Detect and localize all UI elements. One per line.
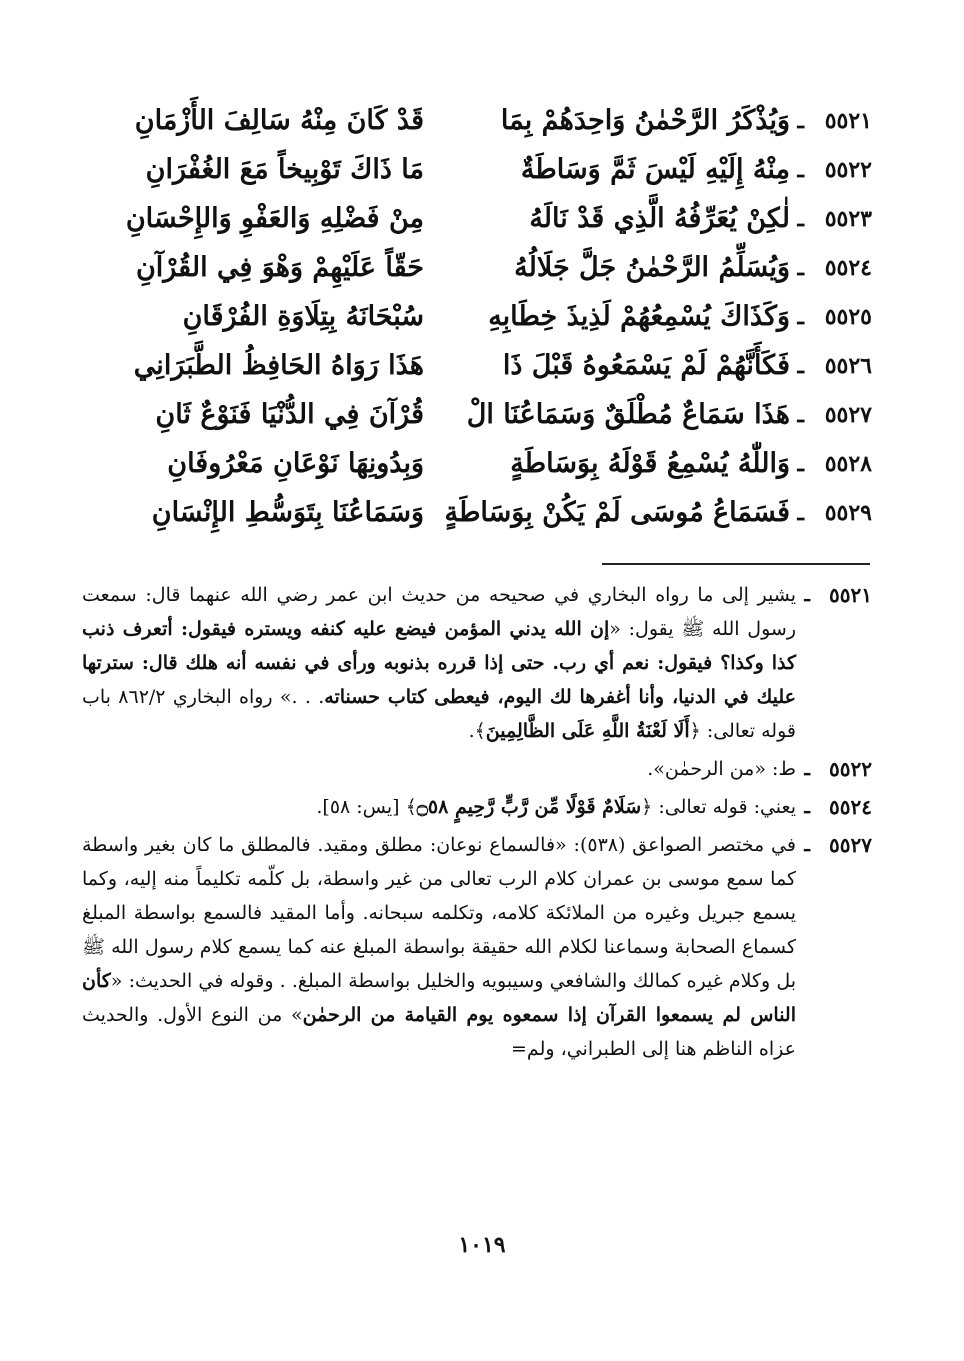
verse-row xyxy=(84,488,872,537)
verse-first-hemistich: فَكَأَنَّهُمْ لَمْ يَسْمَعُوهُ قَبْلَ ذَا xyxy=(502,350,790,381)
footnote-text-run: . . .» رواه البخاري ٨٦٢/٢ باب قوله تعالى: ﴿ xyxy=(82,686,796,742)
verse-dash: ـ xyxy=(797,156,804,183)
verse-number: ٥٥٢٢ xyxy=(824,156,872,183)
verse-number: ٥٥٢٣ xyxy=(824,205,872,232)
footnote-text-run: في مختصر الصواعق (٥٣٨): «فالسماع نوعان: مطلق ومقيد. فالمطلق ما كان بغير واسطة كما سمع موسى بن عمران كلام الرب تعالى من غير واسطة، بل كلّمه تكليماً منه إليه، وكما يسمع جبريل وغيره من الملائكة كلامه، وتكلمه سبحانه. وأما المقيد فالسمع بواسطة المبلغ كسماع الصحابة وسماعنا لكلام الله حقيقة بواسطة المبلغ عنه كما يسمع كلام رسول الله ﷺ بل وكلام غيره كمالك والشافعي وسيبويه والخليل بواسطة المبلغ. . وقوله في الحديث: « xyxy=(82,834,796,992)
verse-dash: ـ xyxy=(797,205,804,232)
verse-dash: ـ xyxy=(797,254,804,281)
verse-row xyxy=(84,292,872,341)
footnote-number: ٥٥٢٧ xyxy=(829,833,872,857)
footnote-bold-text: كأن الناس لم يسمعوا القرآن إذا سمعوه يوم القيامة من الرحمٰن xyxy=(82,970,797,1026)
verse-number: ٥٥٢٨ xyxy=(824,450,872,477)
verse-first-hemistich: وَيُسَلِّمُ الرَّحْمٰنُ جَلَّ جَلَالُهُ xyxy=(514,252,790,283)
footnote-bold-text: أَلَا لَعْنَةُ اللَّهِ عَلَى الظَّالِمِينَ xyxy=(485,720,690,742)
footnote xyxy=(82,828,872,1066)
verse-second-hemistich: حَقّاً عَلَيْهِمْ وَهْوَ فِي القُرْآنِ xyxy=(135,252,424,283)
footnote-bold-text: سَلَامٌ قَوْلًا مِّن رَّبٍّ رَّحِيمٍ ۝٥٨ xyxy=(416,796,642,818)
footnote-dash: ـ xyxy=(804,758,810,780)
footnote xyxy=(82,790,872,824)
footnote-text-run: ﴾. xyxy=(468,720,486,742)
verse-first-hemistich: وَكَذَاكَ يُسْمِعُهُمْ لَذِيذَ خِطَابِهِ xyxy=(488,301,790,332)
footnote-text-run: » من النوع الأول. والحديث عزاه الناظم هنا إلى الطبراني، ولم= xyxy=(82,1004,796,1060)
footnote-text xyxy=(82,828,796,1066)
verse-row xyxy=(84,390,872,439)
footnote-text-run: ط: «من الرحمٰن». xyxy=(647,758,796,780)
verse-dash: ـ xyxy=(797,107,804,134)
footnote-dash: ـ xyxy=(804,834,810,856)
verse-number: ٥٥٢٦ xyxy=(824,352,872,379)
verse-number: ٥٥٢٥ xyxy=(824,303,872,330)
verse-first-hemistich: وَيُذْكَرُ الرَّحْمٰنُ وَاحِدَهُمْ بِمَا xyxy=(500,105,790,136)
verse-row xyxy=(84,341,872,390)
verse-dash: ـ xyxy=(797,450,804,477)
poem-block xyxy=(84,96,872,537)
verse-second-hemistich: قَدْ كَانَ مِنْهُ سَالِفَ الأَزْمَانِ xyxy=(134,105,424,136)
verse-row xyxy=(84,194,872,243)
verse-dash: ـ xyxy=(797,499,804,526)
verse-row xyxy=(84,145,872,194)
footnotes xyxy=(82,578,872,1070)
verse-second-hemistich: مَا ذَاكَ تَوْبِيخاً مَعَ الغُفْرَانِ xyxy=(145,154,424,185)
verse-row xyxy=(84,243,872,292)
footnote-text xyxy=(82,578,796,748)
footnote-text-run: ﴾ [يس: ٥٨]. xyxy=(316,796,417,818)
verse-first-hemistich: فَسَمَاعُ مُوسَى لَمْ يَكُنْ بِوَسَاطَةٍ xyxy=(444,497,790,528)
footnote-text-run: يشير إلى ما رواه البخاري في صحيحه من حديث ابن عمر رضي الله عنهما قال: سمعت رسول الله ﷺ يقول: « xyxy=(82,584,797,640)
footnote-number: ٥٥٢٢ xyxy=(829,757,872,781)
footnote xyxy=(82,578,872,748)
footnote-separator xyxy=(602,563,870,565)
verse-second-hemistich: وَبِدُونِهَا نَوْعَانِ مَعْرُوفَانِ xyxy=(167,448,424,479)
verse-dash: ـ xyxy=(797,401,804,428)
footnote-text xyxy=(82,752,796,786)
footnote-text xyxy=(82,790,796,824)
verse-first-hemistich: لٰكِنْ يُعَرِّفُهُ الَّذِي قَدْ نَالَهُ xyxy=(529,203,790,234)
verse-first-hemistich: مِنْهُ إِلَيْهِ لَيْسَ ثَمَّ وَسَاطَةٌ xyxy=(520,154,790,185)
footnote-number: ٥٥٢٤ xyxy=(829,795,872,819)
footnote-dash: ـ xyxy=(804,796,810,818)
verse-first-hemistich: وَاللّٰهُ يُسْمِعُ قَوْلَهُ بِوَسَاطَةٍ xyxy=(510,448,790,479)
verse-row xyxy=(84,439,872,488)
verse-second-hemistich: مِنْ فَضْلِهِ وَالعَفْوِ وَالإِحْسَانِ xyxy=(125,203,424,234)
verse-first-hemistich: هَذَا سَمَاعٌ مُطْلَقٌ وَسَمَاعُنَا الْ xyxy=(466,399,790,430)
verse-second-hemistich: قُرْآنَ فِي الدُّنْيَا فَنَوْعٌ ثَانِ xyxy=(155,399,424,430)
verse-second-hemistich: وَسَمَاعُنَا بِتَوَسُّطِ الإِنْسَانِ xyxy=(151,497,424,528)
verse-number: ٥٥٢٩ xyxy=(824,499,872,526)
verse-dash: ـ xyxy=(797,303,804,330)
verse-number: ٥٥٢١ xyxy=(824,107,872,134)
verse-row xyxy=(84,96,872,145)
verse-second-hemistich: هَذَا رَوَاهُ الحَافِظُ الطَّبَرَانِي xyxy=(133,350,424,381)
footnote xyxy=(82,752,872,786)
footnote-bold-text: إن الله يدني المؤمن فيضع عليه كنفه ويستره فيقول: أتعرف ذنب كذا وكذا؟ فيقول: نعم أي رب. حتى إذا قرره بذنوبه ورأى في نفسه أنه هلك قال: سترتها عليك في الدنيا، وأنا أغفرها لك اليوم، فيعطى كتاب حسناته xyxy=(82,618,796,708)
verse-number: ٥٥٢٤ xyxy=(824,254,872,281)
footnote-number: ٥٥٢١ xyxy=(829,583,872,607)
page-number: ١٠١٩ xyxy=(458,1232,506,1258)
verse-second-hemistich: سُبْحَانَهُ بِتِلَاوَةِ الفُرْقَانِ xyxy=(182,301,424,332)
verse-number: ٥٥٢٧ xyxy=(824,401,872,428)
footnote-dash: ـ xyxy=(804,584,810,606)
verse-dash: ـ xyxy=(797,352,804,379)
footnote-text-run: يعني: قوله تعالى: ﴿ xyxy=(641,796,796,818)
